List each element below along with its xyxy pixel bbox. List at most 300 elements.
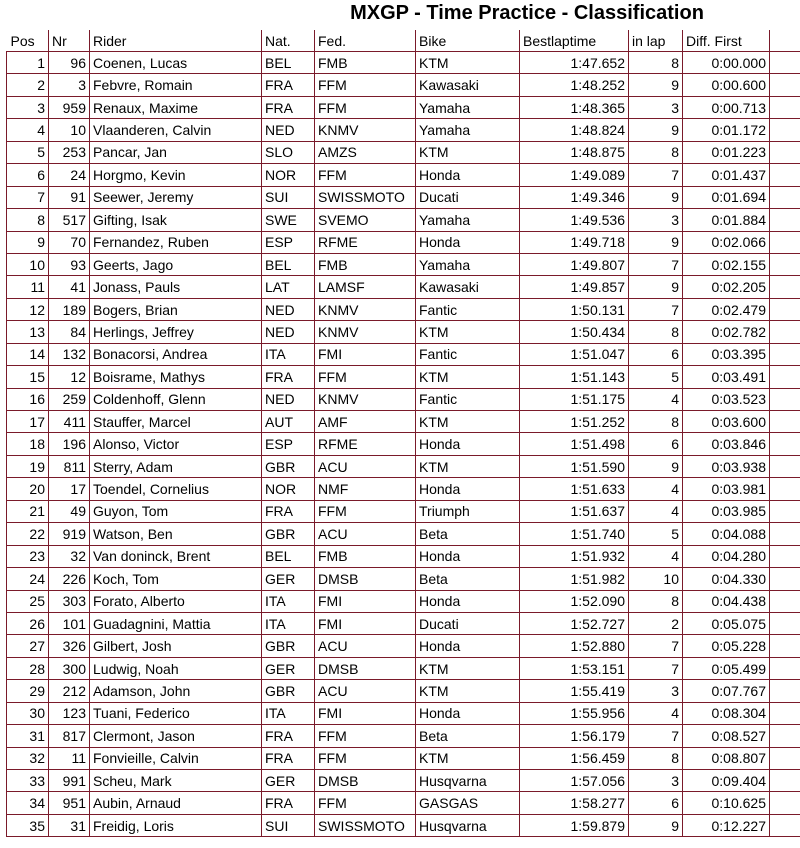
- cell-diff-first: 0:05.228: [683, 635, 770, 657]
- cell-nat: BEL: [262, 545, 315, 567]
- cell-pos: 2: [7, 74, 49, 96]
- table-row: [7, 231, 800, 253]
- cell-bestlaptime: 1:51.633: [520, 478, 629, 500]
- cell-extra: [770, 343, 800, 365]
- cell-nat: FRA: [262, 96, 315, 118]
- cell-bestlaptime: 1:51.175: [520, 388, 629, 410]
- cell-rider: Clermont, Jason: [90, 725, 262, 747]
- cell-bike: Kawasaki: [416, 74, 520, 96]
- classification-table: [6, 30, 800, 837]
- cell-nr: 70: [49, 231, 90, 253]
- cell-fed: SWISSMOTO: [315, 814, 416, 836]
- cell-bestlaptime: 1:48.824: [520, 119, 629, 141]
- cell-pos: 20: [7, 478, 49, 500]
- table-row: [7, 478, 800, 500]
- cell-extra: [770, 680, 800, 702]
- column-header-diff-first: Diff. First: [683, 30, 770, 52]
- cell-bike: Beta: [416, 523, 520, 545]
- cell-fed: FFM: [315, 792, 416, 814]
- cell-extra: [770, 590, 800, 612]
- cell-pos: 19: [7, 455, 49, 477]
- cell-in-lap: 8: [629, 747, 683, 769]
- cell-rider: Fonvieille, Calvin: [90, 747, 262, 769]
- cell-in-lap: 4: [629, 478, 683, 500]
- cell-extra: [770, 52, 800, 74]
- table-row: [7, 186, 800, 208]
- cell-extra: [770, 141, 800, 163]
- cell-diff-first: 0:03.846: [683, 433, 770, 455]
- column-header-fed: Fed.: [315, 30, 416, 52]
- column-header-bestlaptime: Bestlaptime: [520, 30, 629, 52]
- cell-bike: Husqvarna: [416, 814, 520, 836]
- cell-bike: Honda: [416, 478, 520, 500]
- cell-bestlaptime: 1:49.346: [520, 186, 629, 208]
- table-row: [7, 612, 800, 634]
- cell-pos: 31: [7, 725, 49, 747]
- cell-in-lap: 4: [629, 545, 683, 567]
- cell-nr: 212: [49, 680, 90, 702]
- cell-extra: [770, 635, 800, 657]
- cell-pos: 23: [7, 545, 49, 567]
- table-row: [7, 635, 800, 657]
- cell-fed: FFM: [315, 366, 416, 388]
- cell-bestlaptime: 1:55.419: [520, 680, 629, 702]
- cell-fed: SVEMO: [315, 209, 416, 231]
- table-row: [7, 321, 800, 343]
- cell-nr: 93: [49, 253, 90, 275]
- cell-rider: Coldenhoff, Glenn: [90, 388, 262, 410]
- cell-in-lap: 6: [629, 792, 683, 814]
- cell-rider: Horgmo, Kevin: [90, 164, 262, 186]
- table-row: [7, 298, 800, 320]
- column-header-bike: Bike: [416, 30, 520, 52]
- table-row: [7, 141, 800, 163]
- cell-fed: LAMSF: [315, 276, 416, 298]
- cell-rider: Guyon, Tom: [90, 500, 262, 522]
- cell-diff-first: 0:03.938: [683, 455, 770, 477]
- cell-nr: 303: [49, 590, 90, 612]
- cell-nr: 259: [49, 388, 90, 410]
- cell-diff-first: 0:02.479: [683, 298, 770, 320]
- cell-bestlaptime: 1:50.434: [520, 321, 629, 343]
- cell-bike: Beta: [416, 568, 520, 590]
- cell-nr: 11: [49, 747, 90, 769]
- cell-nat: ITA: [262, 590, 315, 612]
- cell-pos: 21: [7, 500, 49, 522]
- cell-pos: 29: [7, 680, 49, 702]
- cell-in-lap: 2: [629, 612, 683, 634]
- cell-nr: 817: [49, 725, 90, 747]
- cell-fed: ACU: [315, 680, 416, 702]
- cell-bike: Fantic: [416, 388, 520, 410]
- table-row: [7, 523, 800, 545]
- cell-nr: 919: [49, 523, 90, 545]
- cell-nr: 10: [49, 119, 90, 141]
- cell-bestlaptime: 1:51.498: [520, 433, 629, 455]
- cell-nr: 196: [49, 433, 90, 455]
- cell-diff-first: 0:02.066: [683, 231, 770, 253]
- table-row: [7, 792, 800, 814]
- cell-bestlaptime: 1:49.807: [520, 253, 629, 275]
- table-row: [7, 590, 800, 612]
- cell-nat: NOR: [262, 164, 315, 186]
- cell-pos: 11: [7, 276, 49, 298]
- cell-nat: GBR: [262, 523, 315, 545]
- cell-pos: 24: [7, 568, 49, 590]
- cell-nr: 17: [49, 478, 90, 500]
- cell-nat: GER: [262, 657, 315, 679]
- cell-extra: [770, 612, 800, 634]
- cell-rider: Ludwig, Noah: [90, 657, 262, 679]
- cell-nr: 189: [49, 298, 90, 320]
- table-row: [7, 253, 800, 275]
- cell-fed: ACU: [315, 455, 416, 477]
- cell-nat: FRA: [262, 747, 315, 769]
- cell-nr: 991: [49, 770, 90, 792]
- table-row: [7, 388, 800, 410]
- table-row: [7, 209, 800, 231]
- cell-nr: 811: [49, 455, 90, 477]
- cell-fed: FFM: [315, 725, 416, 747]
- cell-nat: GBR: [262, 635, 315, 657]
- cell-nat: LAT: [262, 276, 315, 298]
- cell-pos: 9: [7, 231, 49, 253]
- cell-extra: [770, 96, 800, 118]
- cell-bike: KTM: [416, 411, 520, 433]
- cell-pos: 34: [7, 792, 49, 814]
- cell-nat: ESP: [262, 231, 315, 253]
- cell-rider: Watson, Ben: [90, 523, 262, 545]
- cell-bestlaptime: 1:49.089: [520, 164, 629, 186]
- cell-in-lap: 8: [629, 141, 683, 163]
- cell-fed: FMB: [315, 52, 416, 74]
- cell-fed: ACU: [315, 635, 416, 657]
- cell-diff-first: 0:04.088: [683, 523, 770, 545]
- cell-in-lap: 7: [629, 298, 683, 320]
- cell-extra: [770, 747, 800, 769]
- cell-rider: Guadagnini, Mattia: [90, 612, 262, 634]
- table-row: [7, 680, 800, 702]
- table-row: [7, 455, 800, 477]
- column-header-nat: Nat.: [262, 30, 315, 52]
- cell-extra: [770, 545, 800, 567]
- cell-nr: 3: [49, 74, 90, 96]
- table-row: [7, 545, 800, 567]
- cell-bike: Honda: [416, 590, 520, 612]
- cell-fed: FMB: [315, 253, 416, 275]
- cell-bike: Honda: [416, 545, 520, 567]
- table-row: [7, 74, 800, 96]
- cell-in-lap: 9: [629, 276, 683, 298]
- cell-rider: Fernandez, Ruben: [90, 231, 262, 253]
- cell-bike: KTM: [416, 455, 520, 477]
- table-row: [7, 500, 800, 522]
- cell-fed: SWISSMOTO: [315, 186, 416, 208]
- cell-bike: KTM: [416, 52, 520, 74]
- cell-pos: 28: [7, 657, 49, 679]
- cell-nr: 12: [49, 366, 90, 388]
- cell-in-lap: 8: [629, 52, 683, 74]
- cell-fed: FFM: [315, 96, 416, 118]
- cell-rider: Renaux, Maxime: [90, 96, 262, 118]
- cell-pos: 16: [7, 388, 49, 410]
- cell-diff-first: 0:01.884: [683, 209, 770, 231]
- cell-bike: KTM: [416, 321, 520, 343]
- cell-diff-first: 0:01.437: [683, 164, 770, 186]
- table-row: [7, 747, 800, 769]
- table-row: [7, 52, 800, 74]
- cell-fed: FMI: [315, 343, 416, 365]
- cell-fed: FMI: [315, 612, 416, 634]
- cell-bestlaptime: 1:48.252: [520, 74, 629, 96]
- cell-rider: Vlaanderen, Calvin: [90, 119, 262, 141]
- cell-pos: 26: [7, 612, 49, 634]
- cell-rider: Toendel, Cornelius: [90, 478, 262, 500]
- cell-bestlaptime: 1:48.365: [520, 96, 629, 118]
- cell-bike: Honda: [416, 635, 520, 657]
- cell-bike: Honda: [416, 231, 520, 253]
- table-row: [7, 366, 800, 388]
- cell-pos: 13: [7, 321, 49, 343]
- cell-rider: Bogers, Brian: [90, 298, 262, 320]
- cell-extra: [770, 164, 800, 186]
- cell-in-lap: 7: [629, 725, 683, 747]
- cell-pos: 32: [7, 747, 49, 769]
- cell-bike: Honda: [416, 702, 520, 724]
- cell-nr: 96: [49, 52, 90, 74]
- cell-nat: GER: [262, 568, 315, 590]
- cell-bike: Ducati: [416, 186, 520, 208]
- cell-pos: 5: [7, 141, 49, 163]
- cell-rider: Scheu, Mark: [90, 770, 262, 792]
- cell-diff-first: 0:00.713: [683, 96, 770, 118]
- cell-pos: 18: [7, 433, 49, 455]
- cell-extra: [770, 186, 800, 208]
- cell-in-lap: 6: [629, 343, 683, 365]
- cell-rider: Febvre, Romain: [90, 74, 262, 96]
- cell-bike: Honda: [416, 164, 520, 186]
- cell-fed: FFM: [315, 500, 416, 522]
- cell-extra: [770, 253, 800, 275]
- cell-nr: 326: [49, 635, 90, 657]
- cell-fed: ACU: [315, 523, 416, 545]
- cell-bike: Triumph: [416, 500, 520, 522]
- cell-nat: ITA: [262, 612, 315, 634]
- cell-rider: Alonso, Victor: [90, 433, 262, 455]
- cell-bike: Honda: [416, 433, 520, 455]
- cell-diff-first: 0:08.527: [683, 725, 770, 747]
- cell-in-lap: 4: [629, 388, 683, 410]
- page-title: MXGP - Time Practice - Classification: [350, 2, 704, 24]
- cell-rider: Herlings, Jeffrey: [90, 321, 262, 343]
- cell-in-lap: 10: [629, 568, 683, 590]
- cell-bike: GASGAS: [416, 792, 520, 814]
- cell-rider: Pancar, Jan: [90, 141, 262, 163]
- cell-nat: FRA: [262, 74, 315, 96]
- cell-pos: 1: [7, 52, 49, 74]
- cell-in-lap: 3: [629, 680, 683, 702]
- cell-diff-first: 0:07.767: [683, 680, 770, 702]
- cell-rider: Adamson, John: [90, 680, 262, 702]
- cell-extra: [770, 209, 800, 231]
- table-row: [7, 276, 800, 298]
- cell-diff-first: 0:03.395: [683, 343, 770, 365]
- cell-nr: 49: [49, 500, 90, 522]
- cell-nat: GBR: [262, 680, 315, 702]
- cell-in-lap: 9: [629, 186, 683, 208]
- cell-pos: 35: [7, 814, 49, 836]
- cell-in-lap: 3: [629, 770, 683, 792]
- cell-pos: 6: [7, 164, 49, 186]
- table-row: [7, 725, 800, 747]
- cell-nat: NOR: [262, 478, 315, 500]
- cell-in-lap: 8: [629, 321, 683, 343]
- cell-bestlaptime: 1:52.727: [520, 612, 629, 634]
- cell-bestlaptime: 1:59.879: [520, 814, 629, 836]
- cell-fed: DMSB: [315, 568, 416, 590]
- cell-extra: [770, 366, 800, 388]
- column-header-rider: Rider: [90, 30, 262, 52]
- cell-fed: RFME: [315, 433, 416, 455]
- cell-nr: 101: [49, 612, 90, 634]
- cell-rider: Boisrame, Mathys: [90, 366, 262, 388]
- cell-diff-first: 0:10.625: [683, 792, 770, 814]
- cell-rider: Gilbert, Josh: [90, 635, 262, 657]
- cell-bestlaptime: 1:51.143: [520, 366, 629, 388]
- cell-in-lap: 6: [629, 433, 683, 455]
- cell-diff-first: 0:00.000: [683, 52, 770, 74]
- cell-pos: 7: [7, 186, 49, 208]
- cell-pos: 33: [7, 770, 49, 792]
- cell-nat: NED: [262, 119, 315, 141]
- cell-diff-first: 0:03.600: [683, 411, 770, 433]
- cell-extra: [770, 478, 800, 500]
- cell-bestlaptime: 1:48.875: [520, 141, 629, 163]
- cell-nat: NED: [262, 388, 315, 410]
- cell-fed: FFM: [315, 164, 416, 186]
- cell-fed: FMI: [315, 590, 416, 612]
- cell-bestlaptime: 1:49.718: [520, 231, 629, 253]
- cell-bestlaptime: 1:51.590: [520, 455, 629, 477]
- cell-diff-first: 0:08.304: [683, 702, 770, 724]
- table-row: [7, 568, 800, 590]
- cell-in-lap: 7: [629, 253, 683, 275]
- cell-nr: 300: [49, 657, 90, 679]
- cell-nat: NED: [262, 298, 315, 320]
- cell-extra: [770, 792, 800, 814]
- cell-nat: SWE: [262, 209, 315, 231]
- cell-diff-first: 0:00.600: [683, 74, 770, 96]
- cell-nr: 951: [49, 792, 90, 814]
- cell-bestlaptime: 1:51.932: [520, 545, 629, 567]
- cell-bike: Fantic: [416, 343, 520, 365]
- cell-extra: [770, 500, 800, 522]
- cell-nat: SUI: [262, 186, 315, 208]
- cell-diff-first: 0:03.985: [683, 500, 770, 522]
- cell-diff-first: 0:02.205: [683, 276, 770, 298]
- cell-in-lap: 4: [629, 702, 683, 724]
- cell-in-lap: 8: [629, 590, 683, 612]
- cell-bestlaptime: 1:51.740: [520, 523, 629, 545]
- cell-extra: [770, 119, 800, 141]
- cell-bike: Yamaha: [416, 209, 520, 231]
- cell-pos: 30: [7, 702, 49, 724]
- cell-bike: Kawasaki: [416, 276, 520, 298]
- cell-fed: KNMV: [315, 388, 416, 410]
- cell-diff-first: 0:04.438: [683, 590, 770, 612]
- cell-rider: Tuani, Federico: [90, 702, 262, 724]
- cell-bike: Yamaha: [416, 253, 520, 275]
- cell-nat: ITA: [262, 343, 315, 365]
- cell-nat: FRA: [262, 725, 315, 747]
- cell-pos: 3: [7, 96, 49, 118]
- cell-rider: Gifting, Isak: [90, 209, 262, 231]
- cell-in-lap: 8: [629, 411, 683, 433]
- cell-diff-first: 0:04.330: [683, 568, 770, 590]
- cell-rider: Freidig, Loris: [90, 814, 262, 836]
- cell-extra: [770, 568, 800, 590]
- cell-diff-first: 0:03.491: [683, 366, 770, 388]
- cell-nat: ESP: [262, 433, 315, 455]
- cell-diff-first: 0:08.807: [683, 747, 770, 769]
- cell-nr: 959: [49, 96, 90, 118]
- cell-bike: Yamaha: [416, 96, 520, 118]
- cell-in-lap: 7: [629, 657, 683, 679]
- cell-nr: 517: [49, 209, 90, 231]
- cell-nat: NED: [262, 321, 315, 343]
- cell-nr: 41: [49, 276, 90, 298]
- cell-diff-first: 0:02.782: [683, 321, 770, 343]
- cell-nr: 123: [49, 702, 90, 724]
- cell-extra: [770, 433, 800, 455]
- cell-bestlaptime: 1:56.459: [520, 747, 629, 769]
- cell-nat: SUI: [262, 814, 315, 836]
- cell-extra: [770, 702, 800, 724]
- cell-extra: [770, 231, 800, 253]
- cell-extra: [770, 455, 800, 477]
- cell-diff-first: 0:02.155: [683, 253, 770, 275]
- cell-nr: 253: [49, 141, 90, 163]
- cell-bike: Ducati: [416, 612, 520, 634]
- cell-nat: AUT: [262, 411, 315, 433]
- cell-in-lap: 7: [629, 164, 683, 186]
- cell-nat: GBR: [262, 455, 315, 477]
- cell-nat: SLO: [262, 141, 315, 163]
- cell-fed: KNMV: [315, 321, 416, 343]
- cell-in-lap: 9: [629, 231, 683, 253]
- cell-bike: KTM: [416, 657, 520, 679]
- cell-rider: Koch, Tom: [90, 568, 262, 590]
- cell-extra: [770, 411, 800, 433]
- cell-nr: 91: [49, 186, 90, 208]
- cell-fed: KNMV: [315, 119, 416, 141]
- column-header-extra: [770, 30, 800, 52]
- cell-fed: NMF: [315, 478, 416, 500]
- cell-bestlaptime: 1:53.151: [520, 657, 629, 679]
- cell-diff-first: 0:01.694: [683, 186, 770, 208]
- cell-pos: 4: [7, 119, 49, 141]
- cell-fed: RFME: [315, 231, 416, 253]
- cell-fed: AMF: [315, 411, 416, 433]
- cell-extra: [770, 276, 800, 298]
- cell-bestlaptime: 1:47.652: [520, 52, 629, 74]
- cell-bestlaptime: 1:55.956: [520, 702, 629, 724]
- table-row: [7, 164, 800, 186]
- cell-extra: [770, 388, 800, 410]
- cell-bestlaptime: 1:56.179: [520, 725, 629, 747]
- cell-bestlaptime: 1:52.880: [520, 635, 629, 657]
- cell-bike: Fantic: [416, 298, 520, 320]
